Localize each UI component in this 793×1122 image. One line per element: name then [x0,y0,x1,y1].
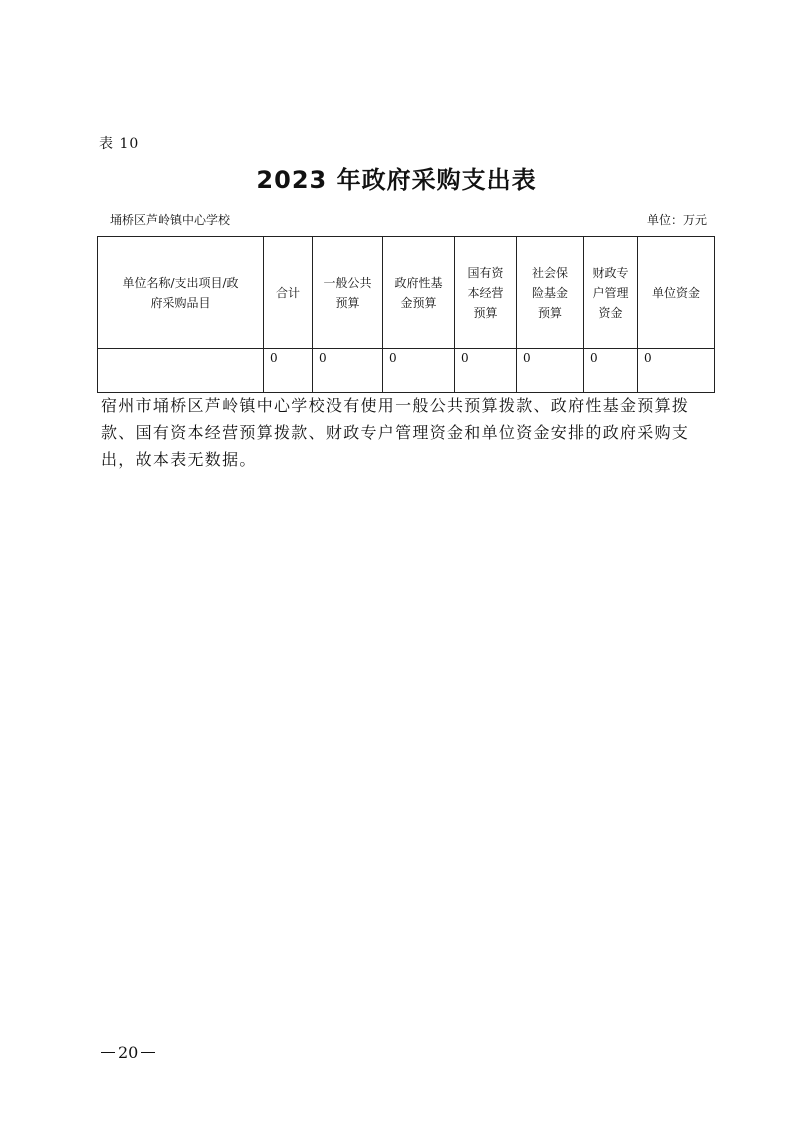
cell-total: 0 [264,349,313,393]
table-number: 表 10 [99,136,140,152]
header-special-account-funds: 财政专户管理资金 [584,237,638,349]
cell-social-insurance-budget: 0 [517,349,584,393]
header-social-insurance-budget: 社会保险基金预算 [517,237,584,349]
procurement-expenditure-table [97,236,715,393]
header-government-fund-budget: 政府性基金预算 [383,237,455,349]
explanatory-note: 宿州市埇桥区芦岭镇中心学校没有使用一般公共预算拨款、政府性基金预算拨款、国有资本经营预算拨款、财政专户管理资金和单位资金安排的政府采购支出，故本表无数据。 [101,396,690,469]
cell-unit-name [98,349,264,393]
dash-right [141,1052,155,1053]
header-general-public-budget: 一般公共预算 [313,237,383,349]
page-number [98,1043,158,1062]
cell-general-public-budget: 0 [313,349,383,393]
page-number-value: 20 [118,1043,139,1062]
cell-special-account-funds: 0 [584,349,638,393]
cell-unit-funds: 0 [638,349,715,393]
header-state-capital-budget: 国有资本经营预算 [455,237,517,349]
header-total: 合计 [264,237,313,349]
cell-state-capital-budget: 0 [455,349,517,393]
unit-label: 单位：万元 [646,213,707,227]
dash-left [101,1052,115,1053]
organization-name: 埇桥区芦岭镇中心学校 [110,213,231,227]
table-header-row [98,237,715,349]
header-unit-name: 单位名称/支出项目/政府采购品目 [98,237,264,349]
header-unit-funds: 单位资金 [638,237,715,349]
page-title: 2023 年政府采购支出表 [256,166,537,194]
cell-government-fund-budget: 0 [383,349,455,393]
table-row [98,349,715,393]
